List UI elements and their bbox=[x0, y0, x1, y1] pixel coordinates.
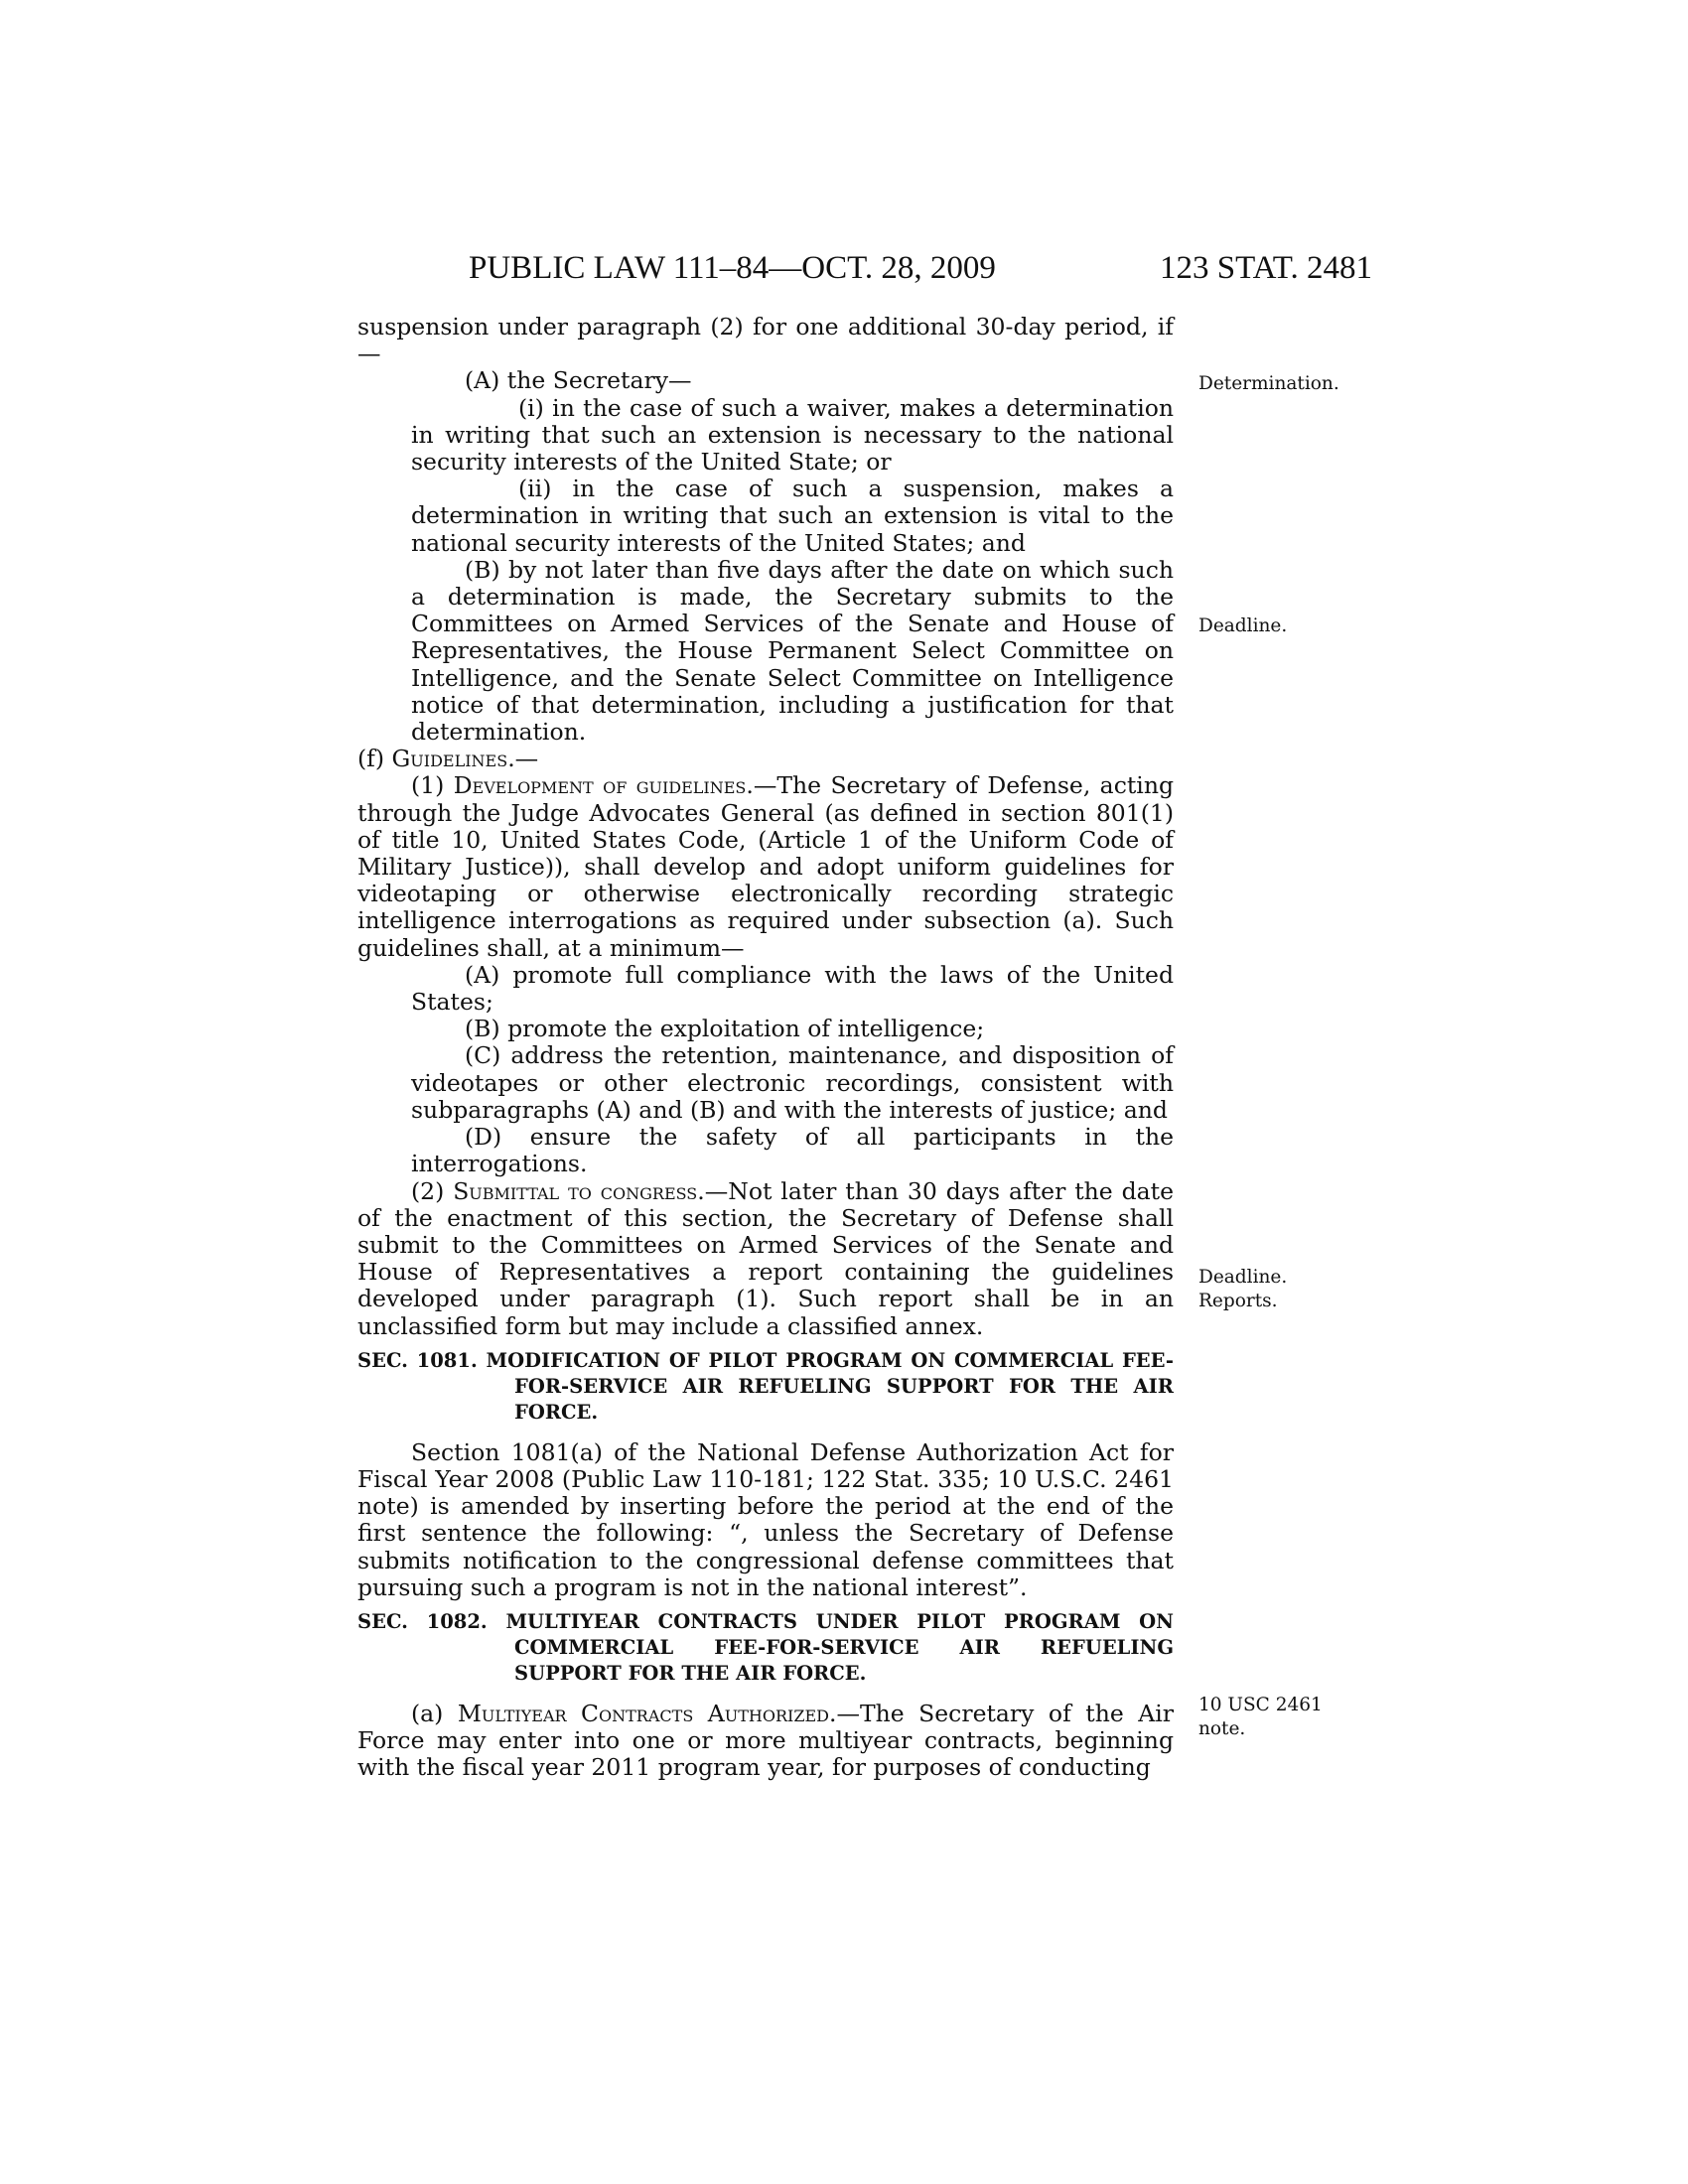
subsection-f-heading bbox=[357, 746, 1174, 772]
clause-a-ii: (ii) in the case of such a suspension, makes a determination in writing that such an extension is vital to the national security interests of the United States; and bbox=[411, 475, 1174, 557]
subsection-a-label: (a) bbox=[411, 1699, 458, 1727]
paragraph-f2-text: .—Not later than 30 days after the date of the enactment of this section, the Secretary of Defense shall submit to the Committees on Armed Services of the Senate and House of Representatives a report containing the guidelines developed under paragraph (1). Such report shall be in an unclassified form but may include a classified annex. bbox=[357, 1176, 1174, 1340]
document-body bbox=[357, 314, 1174, 1782]
paragraph-f1-label: (1) bbox=[411, 771, 454, 800]
usc-citation-line2: note. bbox=[1198, 1718, 1246, 1739]
section-1081-text: Section 1081(a) of the National Defense Authorization Act for Fiscal Year 2008 (Public Law 110-181; 122 Stat. 335; 10 U.S.C. 2461 note) is amended by inserting before the period at the end of the first sentence the following: “, unless the Secretary of Defense submits notification to the congressional defense committees that pursuing such a program is not in the national interest”. bbox=[357, 1437, 1174, 1601]
clause-b: (B) by not later than five days after the date on which such a determination is made, the Secretary submits to the Committees on Armed Services of the Senate and House of Representatives, the House Permanent Select Committee on Intelligence, and the Senate Select Committee on Intelligence notice of that determination, including a justification for that determination. bbox=[411, 555, 1174, 747]
subsection-f-label: (f) bbox=[357, 745, 392, 773]
subsection-f-title: Guidelines bbox=[391, 745, 508, 773]
usc-citation-line1: 10 USC 2461 bbox=[1198, 1695, 1323, 1715]
subsection-a-text: .—The Secretary of the Air Force may enter into one or more multiyear contracts, beginning with the fiscal year 2011 program year, for purposes of conducting bbox=[357, 1699, 1174, 1782]
subparagraph-f1-d: (D) ensure the safety of all participants in the interrogations. bbox=[411, 1123, 1174, 1178]
paragraph-f1 bbox=[357, 772, 1174, 961]
paragraph-f2-label: (2) bbox=[411, 1176, 454, 1205]
margin-note-deadline-2: Deadline. bbox=[1198, 1267, 1288, 1288]
clause-a-i: (i) in the case of such a waiver, makes a determination in writing that such an extension is necessary to the national security interests of the United State; or bbox=[411, 393, 1174, 477]
subparagraph-f1-b: (B) promote the exploitation of intelligence; bbox=[465, 1015, 985, 1043]
paragraph-f2 bbox=[357, 1178, 1174, 1340]
section-1082-subsection-a bbox=[357, 1701, 1174, 1782]
margin-note-reports: Reports. bbox=[1198, 1291, 1278, 1311]
paragraph-suspension: suspension under paragraph (2) for one additional 30-day period, if— bbox=[357, 313, 1174, 368]
law-citation: PUBLIC LAW 111–84—OCT. 28, 2009 bbox=[469, 250, 996, 286]
section-1082-heading: SEC. 1082. MULTIYEAR CONTRACTS UNDER PILOT PROGRAM ON COMMERCIAL FEE-FOR-SERVICE AIR REFUELING SUPPORT FOR THE AIR FORCE. bbox=[357, 1609, 1174, 1685]
page-header bbox=[357, 248, 1372, 288]
margin-note-usc-citation bbox=[1198, 1694, 1377, 1741]
subparagraph-f1-c: (C) address the retention, maintenance, and disposition of videotapes or other electronic recordings, consistent with subparagraphs (A) and (B) and with the interests of justice; and bbox=[411, 1041, 1174, 1124]
paragraph-f2-heading: Submittal to congress bbox=[453, 1176, 698, 1205]
subparagraph-f1-a: (A) promote full compliance with the laws of the United States; bbox=[411, 960, 1174, 1017]
clause-a: (A) the Secretary— bbox=[465, 366, 692, 395]
section-1081-heading: SEC. 1081. MODIFICATION OF PILOT PROGRAM ON COMMERCIAL FEE-FOR-SERVICE AIR REFUELING SUPPORT FOR THE AIR FORCE. bbox=[357, 1348, 1174, 1424]
subsection-f-dash: .— bbox=[507, 745, 539, 773]
margin-note-determination: Determination. bbox=[1198, 373, 1339, 394]
subsection-a-heading: Multiyear Contracts Authorized bbox=[457, 1699, 829, 1727]
margin-note-deadline: Deadline. bbox=[1198, 615, 1288, 636]
statute-page-number: 123 STAT. 2481 bbox=[1159, 250, 1372, 286]
paragraph-f1-heading: Development of guidelines bbox=[453, 771, 747, 800]
paragraph-f1-text: .—The Secretary of Defense, acting through the Judge Advocates General (as defined in section 801(1) of title 10, United States Code, (Article 1 of the Uniform Code of Military Justice)), shall develop and adopt uniform guidelines for videotaping or otherwise electronically recording strategic intelligence interrogations as required under subsection (a). Such guidelines shall, at a minimum— bbox=[357, 771, 1174, 962]
